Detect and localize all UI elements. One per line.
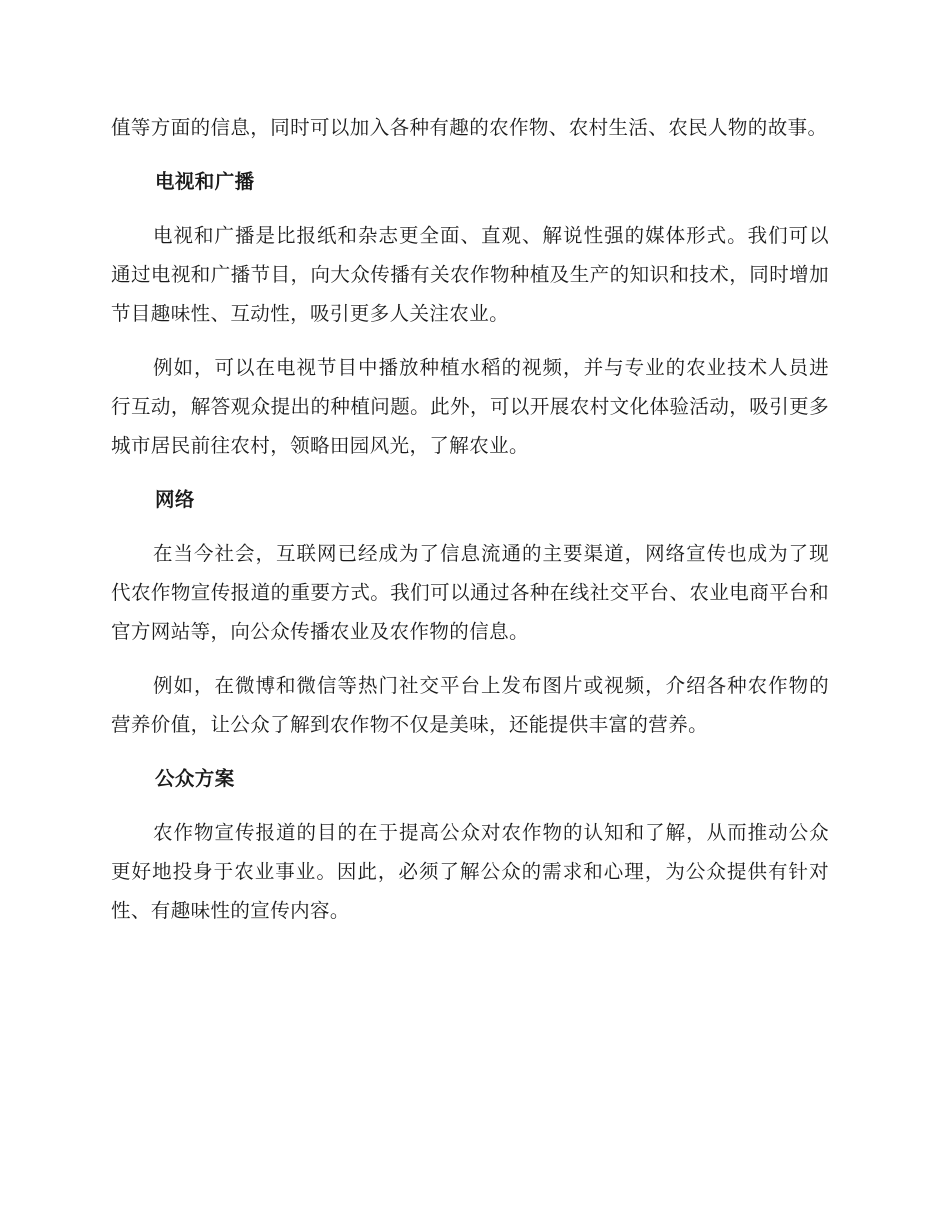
section-heading-tv-radio: 电视和广播 bbox=[155, 170, 255, 193]
paragraph-continued: 值等方面的信息，同时可以加入各种有趣的农作物、农村生活、农民人物的故事。 bbox=[111, 116, 828, 139]
paragraph-network-intro: 在当今社会，互联网已经成为了信息流通的主要渠道，网络宣传也成为了现代农作物宣传报道的重要方式。我们可以通过各种在线社交平台、农业电商平台和官方网站等，向公众传播农业及农作物的信息。 bbox=[111, 542, 829, 643]
paragraph-network-example: 例如，在微博和微信等热门社交平台上发布图片或视频，介绍各种农作物的营养价值，让公众了解到农作物不仅是美味，还能提供丰富的营养。 bbox=[111, 674, 829, 736]
section-heading-network: 网络 bbox=[155, 488, 195, 511]
section-heading-public-plan: 公众方案 bbox=[155, 767, 235, 790]
paragraph-tv-radio-intro: 电视和广播是比报纸和杂志更全面、直观、解说性强的媒体形式。我们可以通过电视和广播节目，向大众传播有关农作物种植及生产的知识和技术，同时增加节目趣味性、互动性，吸引更多人关注农业。 bbox=[111, 224, 829, 325]
paragraph-public-plan: 农作物宣传报道的目的在于提高公众对农作物的认知和了解，从而推动公众更好地投身于农业事业。因此，必须了解公众的需求和心理，为公众提供有针对性、有趣味性的宣传内容。 bbox=[111, 821, 829, 922]
document-page bbox=[111, 108, 829, 945]
paragraph-tv-radio-example: 例如，可以在电视节目中播放种植水稻的视频，并与专业的农业技术人员进行互动，解答观众提出的种植问题。此外，可以开展农村文化体验活动，吸引更多城市居民前往农村，领略田园风光，了解农业。 bbox=[111, 356, 829, 457]
